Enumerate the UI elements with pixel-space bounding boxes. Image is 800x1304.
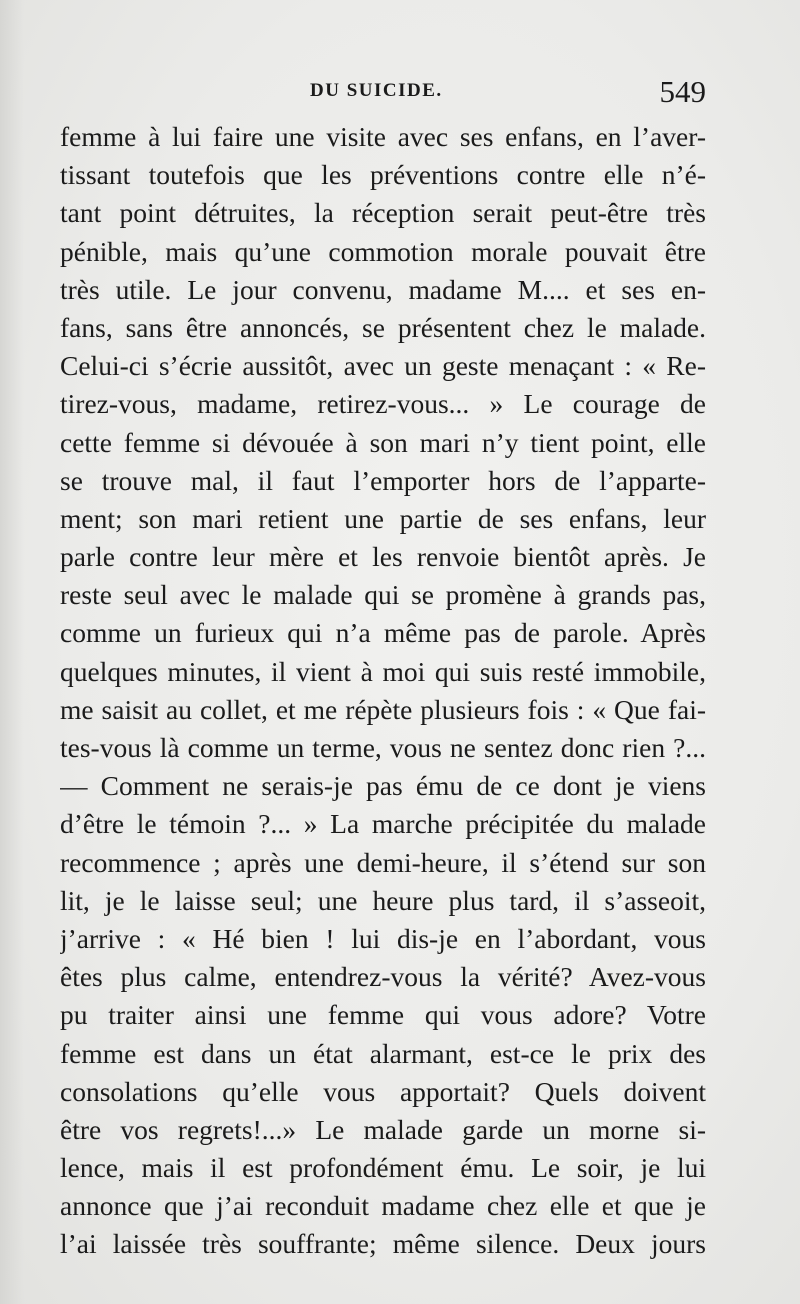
text-line: tirez-vous, madame, retirez-vous... » Le courage de [60,388,706,420]
text-line: quelques minutes, il vient à moi qui suis resté immobile, [60,655,706,687]
text-line: pénible, mais qu’une commotion morale pouvait être [60,235,706,267]
binding-shadow [0,0,24,1304]
page-header [60,74,706,114]
text-line: parle contre leur mère et les renvoie bientôt après. Je [60,541,706,573]
text-line: lence, mais il est profondément ému. Le soir, je lui [60,1152,706,1184]
text-line: cette femme si dévouée à son mari n’y tient point, elle [60,426,706,458]
text-line: lit, je le laisse seul; une heure plus tard, il s’asseoit, [60,884,706,916]
text-line: tissant toutefois que les préventions contre elle n’é- [60,159,706,191]
text-line: femme est dans un état alarmant, est-ce le prix des [60,1037,706,1069]
text-line: êtes plus calme, entendrez-vous la vérité? Avez-vous [60,961,706,993]
text-line: l’ai laissée très souffrante; même silence. Deux jours [60,1228,706,1260]
text-line: — Comment ne serais-je pas ému de ce dont je viens [60,770,706,802]
text-line: j’arrive : « Hé bien ! lui dis-je en l’abordant, vous [60,922,706,954]
text-line: consolations qu’elle vous apportait? Quels doivent [60,1075,706,1107]
text-line: reste seul avec le malade qui se promène à grands pas, [60,579,706,611]
text-line: me saisit au collet, et me répète plusieurs fois : « Que fai- [60,693,706,725]
text-line: se trouve mal, il faut l’emporter hors de l’apparte- [60,464,706,496]
running-title: DU SUICIDE. [310,80,443,101]
text-line: ment; son mari retient une partie de ses enfans, leur [60,502,706,534]
text-line: recommence ; après une demi-heure, il s’étend sur son [60,846,706,878]
text-line: femme à lui faire une visite avec ses enfans, en l’aver- [60,121,706,152]
text-line: comme un furieux qui n’a même pas de parole. Après [60,617,706,649]
text-line: très utile. Le jour convenu, madame M.... et ses en- [60,273,706,305]
body-text [60,118,706,1264]
text-line: pu traiter ainsi une femme qui vous adore? Votre [60,999,706,1031]
page-number: 549 [659,74,706,109]
text-line: tant point détruites, la réception serait peut-être très [60,197,706,229]
text-line: être vos regrets!...» Le malade garde un morne si- [60,1113,706,1145]
text-line: annonce que j’ai reconduit madame chez elle et que je [60,1190,706,1222]
text-line: fans, sans être annoncés, se présentent chez le malade. [60,311,706,343]
text-line: Celui-ci s’écrie aussitôt, avec un geste menaçant : « Re- [60,350,706,382]
text-line: tes-vous là comme un terme, vous ne sentez donc rien ?... [60,732,706,763]
text-line: d’être le témoin ?... » La marche précipitée du malade [60,808,706,840]
